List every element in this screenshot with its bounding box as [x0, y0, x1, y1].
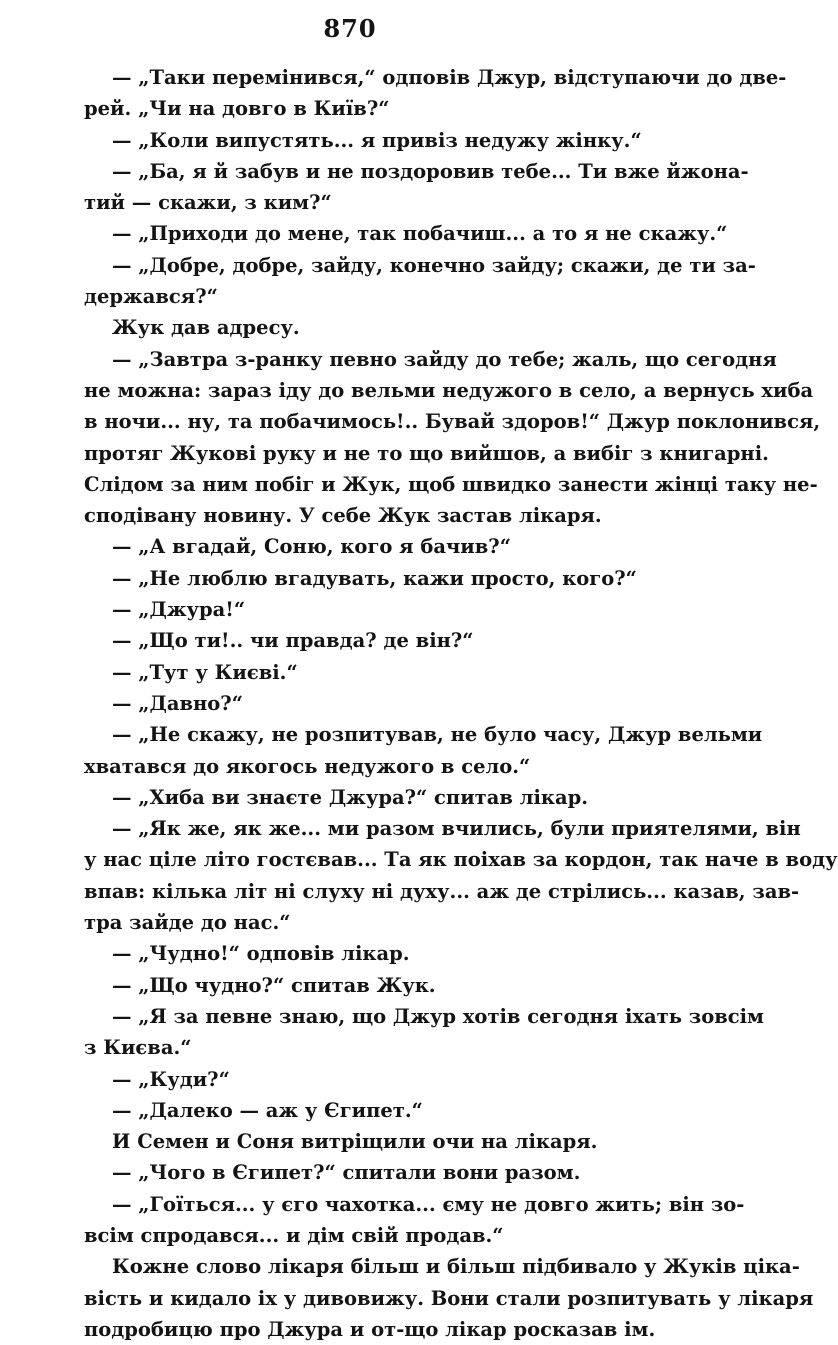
text-line: не можна: зараз іду до вельми недужого в село, а вернусь хиба [84, 378, 814, 402]
text-line: — „Хиба ви знаєте Джура?“ спитав лікар. [112, 785, 589, 809]
text-line: держався?“ [84, 285, 218, 309]
text-line: Слідом за ним побіг и Жук, щоб швидко занести жінці таку не- [84, 472, 818, 496]
text-line: Жук дав адресу. [112, 316, 300, 340]
text-line: — „Не скажу, не розпитував, не було часу, Джур вельми [112, 723, 763, 747]
text-line: сподівану новину. У себе Жук застав лікаря. [84, 504, 602, 528]
text-line: в ночи... ну, та побачимось!.. Бувай здоров!“ Джур поклонився, [84, 410, 821, 434]
text-line: — „Що ти!.. чи правда? де він?“ [112, 629, 474, 653]
text-line: — „Гоїться... у єго чахотка... єму не довго жить; він зо- [112, 1192, 745, 1216]
text-line: — „Ба, я й забув и не поздоровив тебе... Ти вже йжона- [112, 159, 749, 183]
text-line: впав: кілька літ ні слуху ні духу... аж де стрілись... казав, зав- [84, 879, 800, 903]
text-line: Кожне слово лікаря більш и більш підбивало у Жуків ціка- [112, 1255, 800, 1279]
text-line: — „Завтра з-ранку певно зайду до тебе; жаль, що сегодня [112, 347, 777, 371]
text-line: — „Що чудно?“ спитав Жук. [112, 973, 436, 997]
text-line: — „Чудно!“ одповів лікар. [112, 942, 410, 966]
text-line: — „Не люблю вгадувать, кажи просто, кого?“ [112, 566, 637, 590]
text-line: тий — скажи, з ким?“ [84, 191, 332, 215]
page-number: 870 [323, 14, 377, 43]
text-line: — „Давно?“ [112, 691, 243, 715]
text-line: — „Я за певне знаю, що Джур хотів сегодня іхать зовсім [112, 1004, 764, 1028]
text-line: — „Тут у Києві.“ [112, 660, 298, 684]
text-line: — „Таки перемінився,“ одповів Джур, відступаючи до две- [112, 66, 787, 89]
text-line: у нас ціле літо гостєвав... Та як поіхав за кордон, так наче в воду [84, 848, 838, 872]
text-line: з Києва.“ [84, 1036, 192, 1060]
text-line: хватався до якогось недужого в село.“ [84, 754, 531, 778]
text-line: И Семен и Соня витріщили очи на лікаря. [112, 1130, 598, 1154]
text-line: протяг Жукові руку и не то що вийшов, а вибіг з книгарні. [84, 441, 769, 465]
text-line: всім спродався... и дім свій продав.“ [84, 1223, 504, 1247]
text-line: — „Чого в Єгипет?“ спитали вони разом. [112, 1161, 581, 1185]
text-line: — „Коли випустять... я привіз недужу жінку.“ [112, 128, 642, 152]
text-line: вість и кидало іх у дивовижу. Вони стали розпитувать у лікаря [84, 1286, 814, 1310]
text-line: — „Як же, як же... ми разом вчились, були приятелями, він [112, 817, 801, 841]
text-line: — „Добре, добре, зайду, конечно зайду; скажи, де ти за- [112, 253, 756, 277]
text-line: — „А вгадай, Соню, кого я бачив?“ [112, 535, 511, 559]
text-line: — „Далеко — аж у Єгипет.“ [112, 1098, 423, 1122]
text-line: — „Куди?“ [112, 1067, 230, 1091]
text-line: тра зайде до нас.“ [84, 911, 291, 935]
text-line: — „Приходи до мене, так побачиш... а то я не скажу.“ [112, 222, 728, 246]
text-line: подробицю про Джура и от-що лікар росказав ім. [84, 1317, 656, 1341]
text-line: — „Джура!“ [112, 598, 246, 622]
body-text [84, 62, 838, 1345]
text-line: рей. „Чи на довго в Київ?“ [84, 97, 390, 121]
